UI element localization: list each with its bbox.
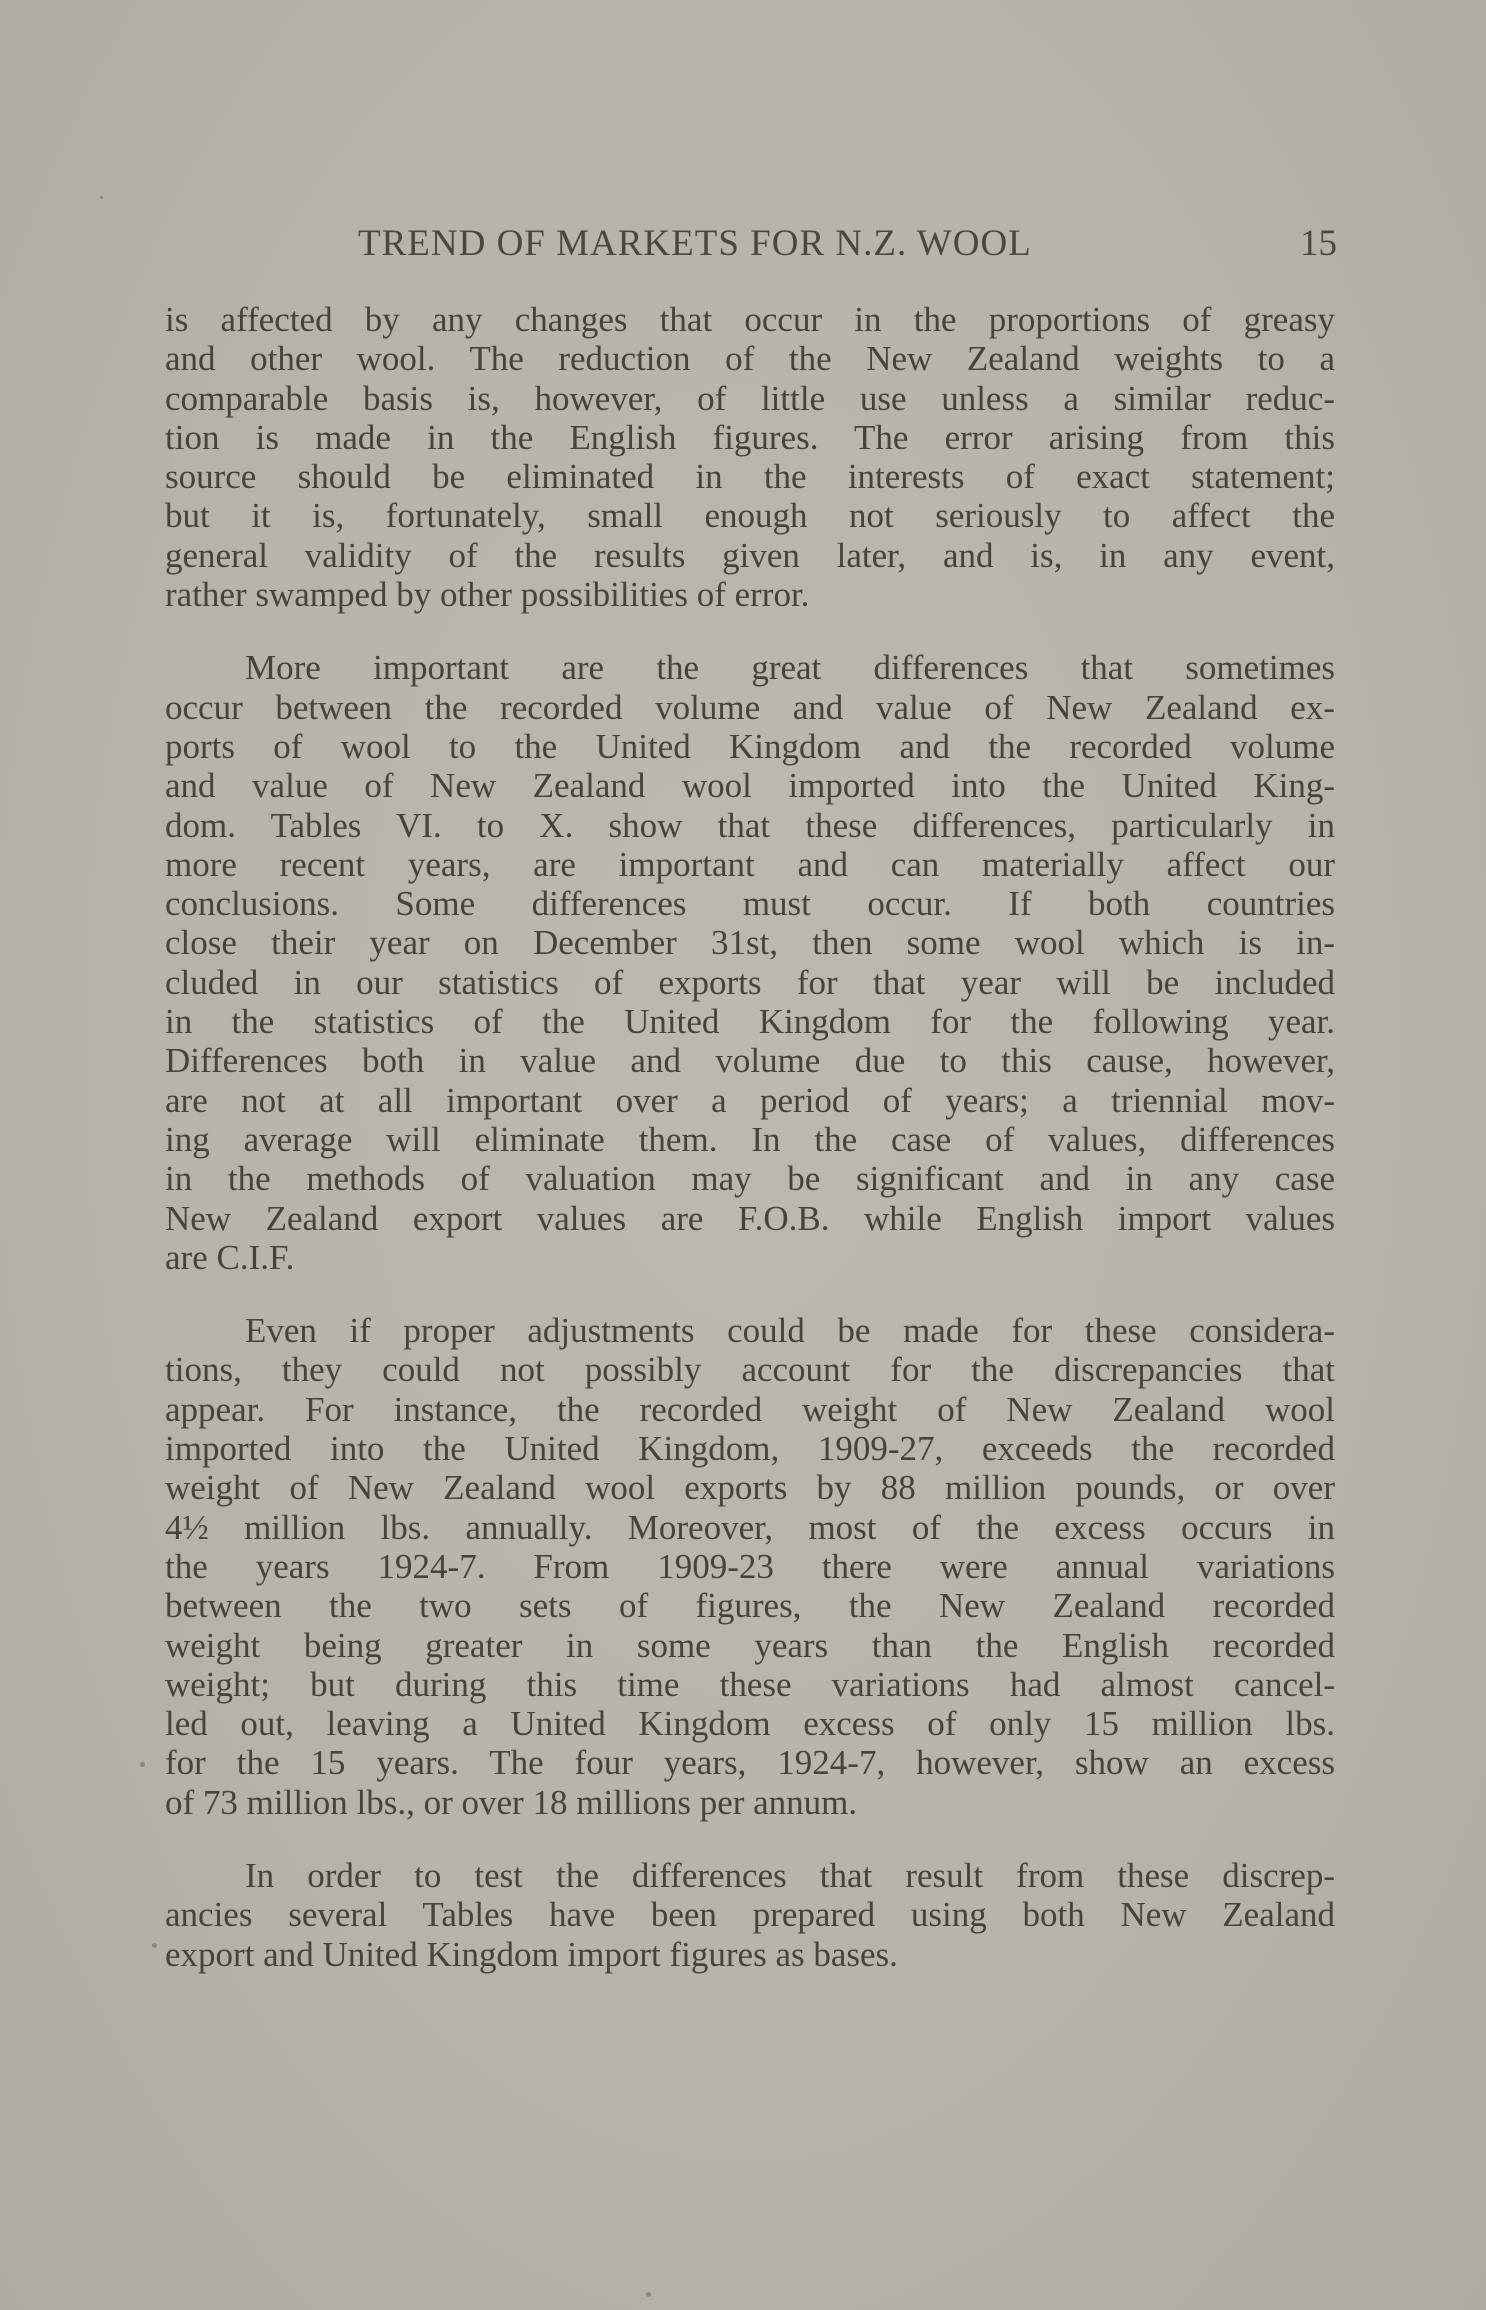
text-line: weight; but during this time these variations had almost cancel- (165, 1664, 1335, 1704)
text-line: ports of wool to the United Kingdom and the recorded volume (165, 726, 1335, 766)
text-line: dom. Tables VI. to X. show that these differences, particularly in (165, 805, 1335, 845)
text-line: weight being greater in some years than the English recorded (165, 1625, 1335, 1665)
paragraph-3 (165, 1311, 1335, 1822)
text-line: Even if proper adjustments could be made for these considera- (245, 1311, 1335, 1351)
text-line: in the methods of valuation may be significant and in any case (165, 1159, 1335, 1199)
text-line: between the two sets of figures, the New Zealand recorded (165, 1586, 1335, 1626)
text-line: of 73 million lbs., or over 18 millions per annum. (165, 1782, 858, 1822)
text-line: are not at all important over a period of years; a triennial mov- (165, 1080, 1335, 1120)
paper-speck (152, 1943, 157, 1948)
body-text (165, 300, 1335, 2008)
text-line: the years 1924-7. From 1909-23 there were annual variations (165, 1546, 1335, 1586)
text-line: In order to test the differences that result from these discrep- (245, 1855, 1335, 1895)
text-line: and other wool. The reduction of the New Zealand weights to a (165, 339, 1335, 379)
page-number: 15 (1300, 223, 1337, 264)
text-line: ing average will eliminate them. In the case of values, differences (165, 1119, 1335, 1159)
text-line: ancies several Tables have been prepared using both New Zealand (165, 1895, 1335, 1935)
text-line: and value of New Zealand wool imported into the United King- (165, 766, 1335, 806)
paper-speck (140, 1762, 145, 1767)
text-line: imported into the United Kingdom, 1909-27, exceeds the recorded (165, 1429, 1335, 1469)
text-line: comparable basis is, however, of little use unless a similar reduc- (165, 378, 1335, 418)
text-line: more recent years, are important and can materially affect our (165, 844, 1335, 884)
paper-speck (646, 2292, 651, 2297)
text-line: for the 15 years. The four years, 1924-7, however, show an excess (165, 1743, 1335, 1783)
text-line: rather swamped by other possibilities of error. (165, 575, 810, 615)
running-title: TREND OF MARKETS FOR N.Z. WOOL (358, 223, 1032, 264)
paper-speck (100, 196, 103, 199)
text-line: general validity of the results given later, and is, in any event, (165, 535, 1335, 575)
text-line: New Zealand export values are F.O.B. while English import values (165, 1198, 1335, 1238)
text-line: 4½ million lbs. annually. Moreover, most of the excess occurs in (165, 1507, 1335, 1547)
text-line: is affected by any changes that occur in the proportions of greasy (165, 300, 1335, 339)
text-line: Differences both in value and volume due to this cause, however, (165, 1041, 1335, 1081)
text-line: close their year on December 31st, then some wool which is in- (165, 923, 1335, 963)
running-head (0, 222, 1486, 272)
text-line: occur between the recorded volume and value of New Zealand ex- (165, 687, 1335, 727)
text-line: tion is made in the English figures. The error arising from this (165, 417, 1335, 457)
text-line: appear. For instance, the recorded weight of New Zealand wool (165, 1389, 1335, 1429)
text-line: but it is, fortunately, small enough not seriously to affect the (165, 496, 1335, 536)
text-line: weight of New Zealand wool exports by 88 million pounds, or over (165, 1468, 1335, 1508)
paragraph-4 (165, 1856, 1335, 1974)
paragraph-1 (165, 300, 1335, 614)
text-line: are C.I.F. (165, 1237, 295, 1277)
text-line: tions, they could not possibly account for the discrepancies that (165, 1350, 1335, 1390)
text-line: source should be eliminated in the interests of exact statement; (165, 457, 1335, 497)
paragraph-2 (165, 648, 1335, 1277)
text-line: export and United Kingdom import figures as bases. (165, 1934, 898, 1974)
text-line: conclusions. Some differences must occur. If both countries (165, 884, 1335, 924)
text-line: More important are the great differences that sometimes (245, 648, 1335, 688)
text-line: led out, leaving a United Kingdom excess of only 15 million lbs. (165, 1704, 1335, 1744)
text-line: cluded in our statistics of exports for that year will be included (165, 962, 1335, 1002)
text-line: in the statistics of the United Kingdom for the following year. (165, 1002, 1335, 1042)
